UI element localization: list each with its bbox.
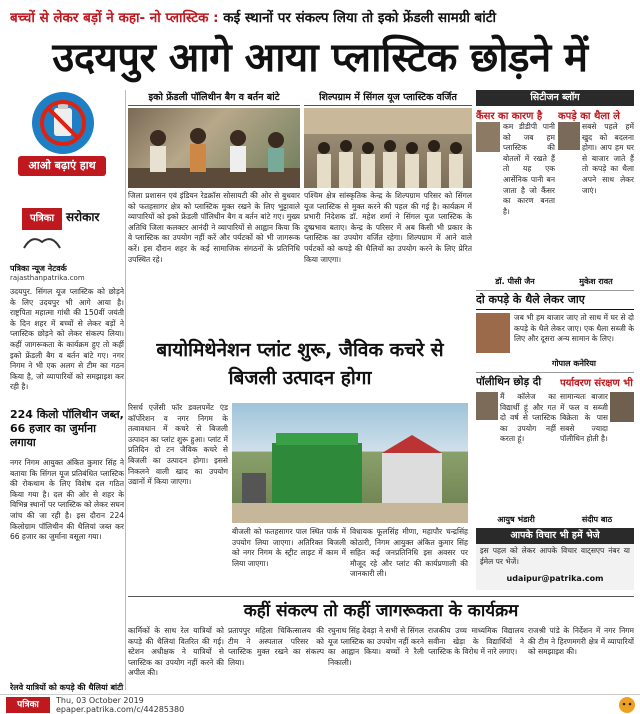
logo-slogan: आओ बढ़ाएं हाथ [18,156,106,176]
fine-text: नगर निगम आयुक्त अंकित कुमार सिंह ने बताया कि सिंगल यूज प्रतिबंधित प्लास्टिक की रोकथाम के लिए विशेष दल गठित किया गया है। दल की ओर से शहर के विभिन्न स्थानों पर प्लास्टिक को लेकर सघन जांच की जा रही है। इस दौरान 224 किलोग्राम पॉलिथीन की थैलियां जब्त कर 66 हजार का जुर्माना वसूला गया। [10,458,124,542]
blog-q4-text: मैं कॉलेज का विद्यार्थी हूं और गत दो वर्ष से प्लास्टिक का उपयोग नहीं करता हूं। [500,392,556,444]
section-header-ecobags: इको फ्रेंडली पॉलिथीन बैग व बर्तन बांटे [128,90,300,106]
citizen-blog-header: सिटीजन ब्लॉग [476,90,634,106]
blog-q5-author: संदीप बाठ [581,515,613,524]
rail-headline: रेलवे यात्रियों को कपड़े की थैलियां बांटी [10,683,124,692]
invite-box [476,528,634,590]
kicker: बच्चों से लेकर बड़ों ने कहा- नो प्लास्टिक : कई स्थानों पर संकल्प लिया तो इको फ्रेंडली सामग्री बांटी [10,10,497,26]
avatar-gopal-kaneria [476,313,510,353]
footer-brand: पत्रिका [6,697,50,713]
ecobags-text: जिला प्रशासन एवं इंडियन रेडक्रॉस सोसायटी की ओर से बुधवार को फतहसागर क्षेत्र को प्लास्टिक मुक्त रखने के लिए भुट्टावाले व्यापारियों को इको फ्रेंडली पॉलिथीन बैग व बर्तन बांटे गए। मुख्य अतिथि जिला कलक्टर आनंदी ने व्यापारियों से आह्वान किया कि वे प्लास्टिक का उपयोग नहीं करें और पर्यटकों को भी जागरूक करें। इस दौरान शहर के कई सामाजिक संगठनों के प्रतिनिधि उपस्थित रहे। [128,191,300,264]
blog-q1-heading: कैंसर का कारण है [476,111,543,122]
column-divider [125,90,126,690]
lower-text-5: राजश्री पांडे के निर्देशन में नगर निगम की टीम ने हिरणमगरी क्षेत्र में व्यापारियों को समझाइश की। [528,626,634,657]
blog-q3-author: गोपाल कनेरिया [551,359,597,368]
blog-q2-text: सबसे पहले हमें खुद को बदलना होगा। आप हम घर से बाजार जाते हैं तो कपड़े का थैला अपने साथ लेकर जाएं। [582,122,634,195]
bio-text-3: विधायक फूलसिंह मीणा, महापौर चन्द्रसिंह कोठारी, निगम आयुक्त अंकित कुमार सिंह सहित कई जनप्रतिनिधि इस अवसर पर मौजूद रहे और प्लांट की कार्यप्रणाली की जानकारी ली। [350,527,468,579]
lower-headline: कहीं संकल्प तो कहीं जागरूकता के कार्यक्रम [243,601,519,621]
invite-email[interactable]: udaipur@patrika.com [506,574,604,583]
photo-shilpgram [304,108,472,188]
shilpgram-text: पश्चिम क्षेत्र सांस्कृतिक केन्द्र के शिल्पग्राम परिसर को सिंगल यूज प्लास्टिक से मुक्त करने की पहल की गई है। कार्यक्रम में प्रभारी निदेशक डॉ. महेश शर्मा ने सिंगल यूज प्लास्टिक के दुष्प्रभाव बताए। केन्द्र के परिसर में अब किसी भी प्रकार के प्लास्टिक का उपयोग वर्जित रहेगा। शिल्पग्राम में आने वाले पर्यटकों को कपड़े की थैलियों का उपयोग करने के लिए प्रेरित किया जाएगा। [304,191,472,264]
bio-headline: बायोमिथेनेशन प्लांट शुरू, जैविक कचरे से बिजली उत्पादन होगा [156,339,444,389]
blog-q3-text: जब भी हम बाजार जाए तो साथ में घर से दो कपड़े के थैले लेकर जाए। एक थैला सब्जी के लिए और दूसरा अन्य सामान के लिए। [514,313,634,344]
lower-text-3: रघुनाथ सिंह देवड़ा ने सभी से सिंगल यूज प्लास्टिक का उपयोग नहीं करने का आह्वान किया। बच्चों ने रैली निकाली। [328,626,424,667]
divider [128,596,634,597]
blog-q1-text: कम डीडीपी पानी को जब हम प्लास्टिक की बोतलों में रखते हैं तो यह एक आर्सेनिक पानी बन जाता है जो कैंसर का कारण बनता है। [503,122,555,216]
divider [476,290,634,291]
blog-q5-text: सामान्यतः बाजार में फल व सब्जी बिक्रेता के पास सबसे ज्यादा पॉलीथिन होती है। [560,392,608,444]
blog-q1-author: डॉ. पीसी जैन [495,277,535,286]
footer-date: Thu, 03 October 2019 [56,696,144,705]
blog-q4-heading: पॉलीथिन छोड़ दी [476,376,542,388]
bio-text-1: रिसर्च एजेंसी फॉर डवलपमेंट एंड कॉर्पोरेशन व नगर निगम के तत्वावधान में कचरे से बिजली उत्पादन का प्लांट शुरू हुआ। प्लांट में प्रतिदिन दो टन जैविक कचरे से बिजली का उत्पादन होगा। इससे निकलने वाली खाद का उपयोग उद्यानों में किया जाएगा। [128,403,228,487]
bio-text-2: बीजली को फतहसागर पाल स्थित पार्क में उपयोग लिया जाएगा। अतिरिक्त बिजली को नगर निगम के स्ट्रीट लाइट में काम में लिया जाएगा। [232,527,346,568]
fine-headline: 224 किलो पॉलिथीन जब्त, 66 हजार का जुर्माना लगाया [10,408,124,449]
fox-icon [618,696,636,714]
no-plastic-icon [38,98,88,148]
blog-q5-heading: पर्यावरण संरक्षण भी [560,378,633,389]
invite-heading: आपके विचार भी हमें भेजे [476,528,634,544]
divider [476,372,634,373]
badge-brand: पत्रिका [22,208,62,230]
avatar-ayush-bhandari [476,392,498,420]
badge-label: सरोकार [66,210,100,224]
section-header-shilpgram: शिल्पग्राम में सिंगल यूज प्लास्टिक वर्जित [304,90,472,106]
avatar-sandeep-bath [610,392,634,422]
footer-bar [0,694,640,714]
blog-q2-author: मुकेश रावत [579,277,613,286]
footer-url[interactable]: epaper.patrika.com/c/44285380 [56,705,185,714]
blog-q2-heading: कपड़े का थैला ले [558,111,620,122]
campaign-logo [18,92,106,188]
sarokar-badge [22,202,108,254]
page-title: उदयपुर आगे आया प्लास्टिक छोड़ने में [52,35,588,81]
lower-text-2: प्रतापपुर महिला चिकित्सालय की टीम ने अस्पताल परिसर को प्लास्टिक मुक्त रखने का संकल्प लिया। [228,626,324,667]
hands-icon [22,232,62,250]
intro-text: उदयपुर. सिंगल यूज प्लास्टिक को छोड़ने के लिए उदयपुर भी आगे आया है। राष्ट्रपिता महात्मा गांधी की 150वीं जयंती के दिन शहर में बच्चों से लेकर बड़ों ने प्लास्टिक छोड़ने को लेकर संकल्प लिया। कहीं जागरूकता के कार्यक्रम हुए तो कहीं इको फ्रेंडली बैग व बर्तन बांटे गए। नगर निगम ने भी एक अलग से टीम का गठन किया है, जो व्यापारियों को समझाइश कर रही है। [10,287,124,392]
lower-text-4: राजकीय उच्च माध्यमिक विद्यालय सवीना खेड़ा के विद्यार्थियों ने प्लास्टिक के विरोध में नारे लगाए। [428,626,524,657]
byline: पत्रिका न्यूज नेटवर्क rajasthanpatrika.com [10,264,85,282]
blog-q4-author: आयुष भंडारी [497,515,535,524]
blog-q3-heading: दो कपड़े के थैले लेकर जाए [476,292,634,310]
lower-text-1: कार्मिकों के साथ रेल यात्रियों को कपड़े की थैलियां वितरित की गई। स्टेशन अधीक्षक ने यात्रियों से प्लास्टिक का उपयोग नहीं करने की अपील की। [128,626,224,678]
avatar-pc-jain [476,122,500,152]
avatar-mukesh-rawat [558,122,580,150]
photo-biogas-plant [232,403,468,523]
photo-ecobags [128,108,300,188]
invite-text: इस पहल को लेकर आपके विचार वाट्सएप नंबर या ईमेल पर भेजें। [480,546,630,566]
